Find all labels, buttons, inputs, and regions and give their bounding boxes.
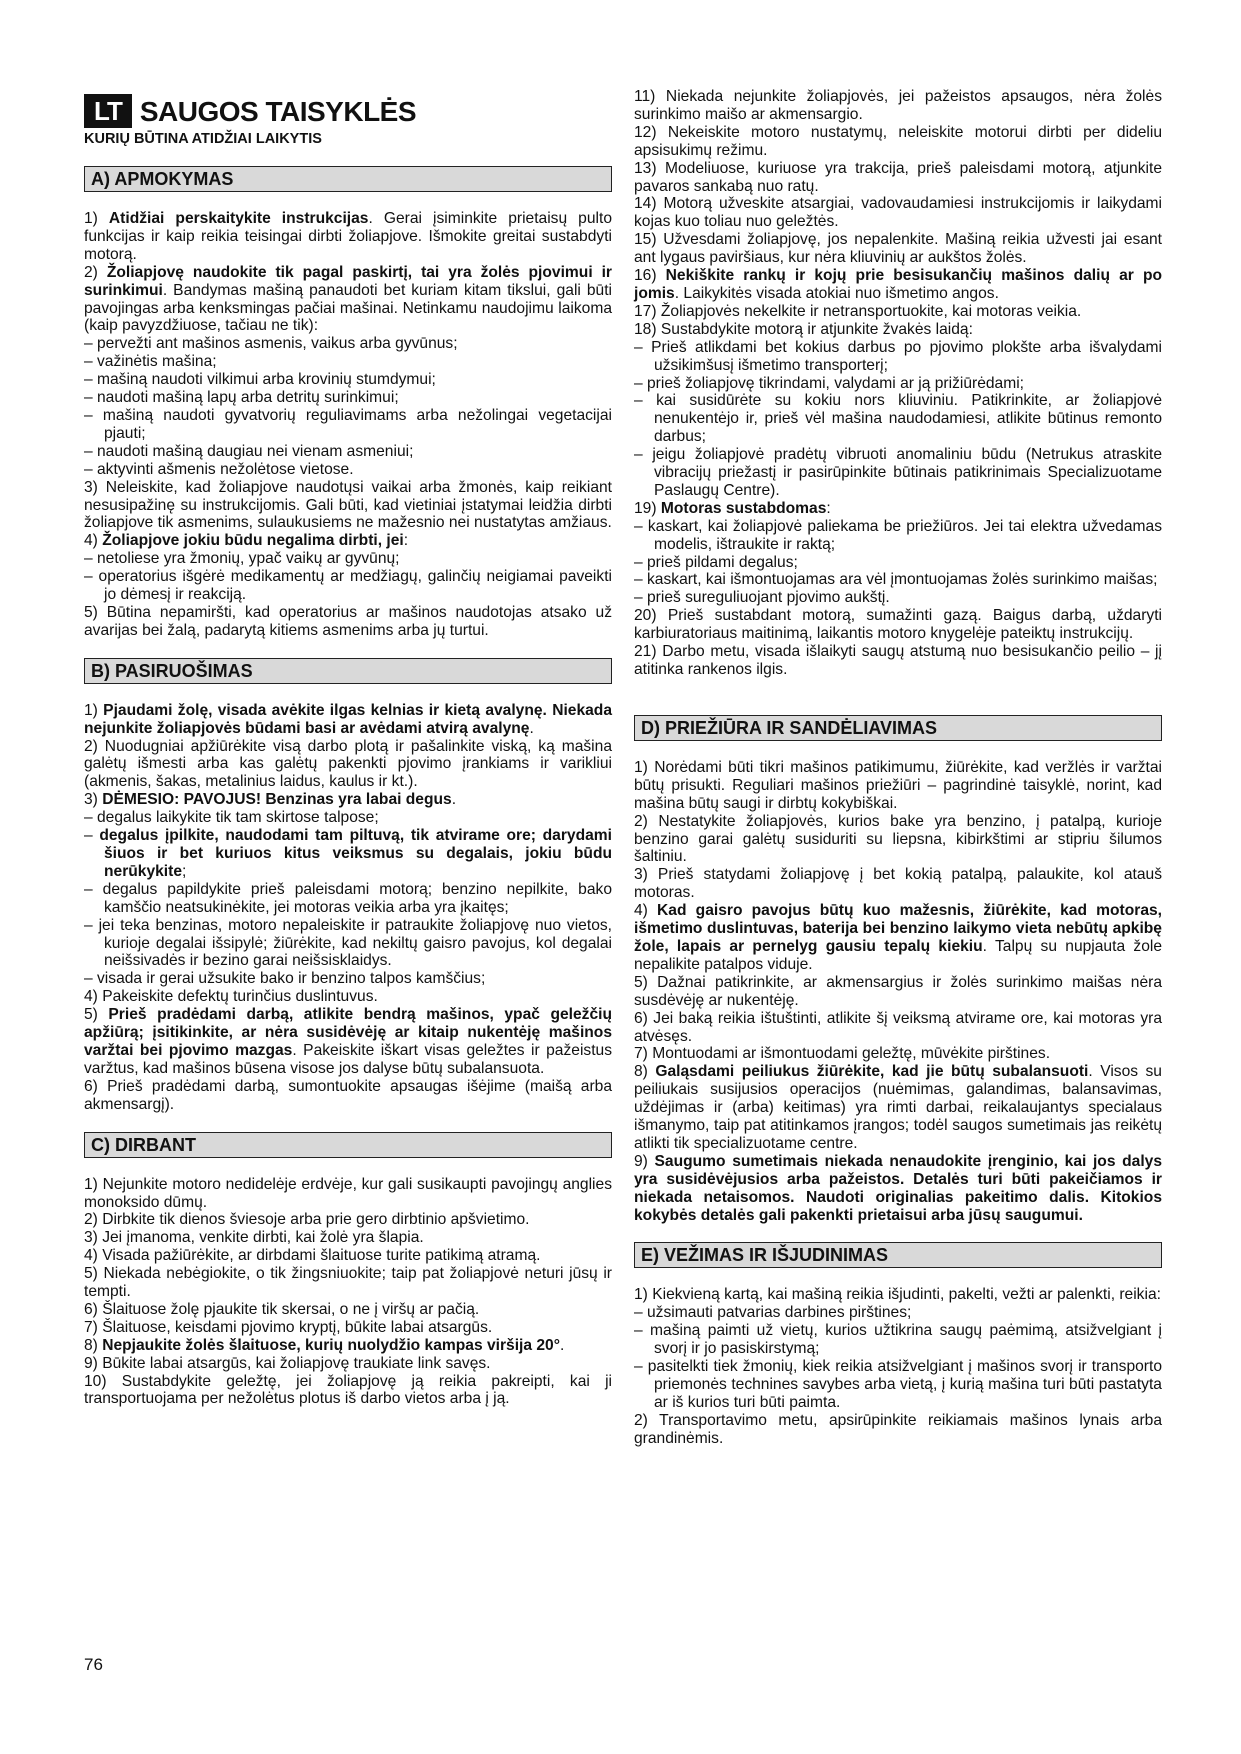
paragraph: 12) Nekeiskite motoro nustatymų, neleiskite motorui dirbti per dideliu apsisukimų režimu.: [634, 123, 1162, 159]
paragraph: 9) Saugumo sumetimais niekada nenaudokite įrenginio, kai jos dalys yra susidėvėjusios arba pažeistos. Detalės turi būti pakeičiamos ir niekada netaisomos. Naudoti originalias pakeitimo dalis. Kitokios kokybės detalės gali pakenkti prietaisui arba jūsų saugumui.: [634, 1152, 1163, 1224]
list-item: – kai susidūrėte su kokiu nors kliuviniu. Patikrinkite, ar žoliapjovė nenukentėjo ir, prieš vėl mašina naudodamiesi, atlikite būtinus remonto darbus;: [634, 392, 1162, 446]
language-badge: LT: [84, 94, 132, 128]
title-row: [84, 88, 612, 128]
paragraph: 6) Jei baką reikia ištuštinti, atlikite šį veiksmą atvirame ore, kai motoras yra atvėsęs.: [634, 1009, 1162, 1045]
paragraph: 7) Montuodami ar išmontuodami geležtę, mūvėkite pirštines.: [634, 1045, 1051, 1063]
list-item: – užsimauti patvarias darbines pirštines;: [634, 1304, 912, 1322]
section-a-heading: A) APMOKYMAS: [84, 166, 612, 192]
section-e-heading: E) VEŽIMAS IR IŠJUDINIMAS: [634, 1242, 1162, 1268]
list-item: – kaskart, kai žoliapjovė paliekama be priežiūros. Jei tai elektra užvedamas modelis, ištraukite ir raktą;: [634, 517, 1162, 553]
right-column: [634, 88, 1162, 1448]
section-c-body-part2: [634, 88, 1162, 679]
paragraph: 2) Žoliapjovę naudokite tik pagal paskirtį, tai yra žolės pjovimui ir surinkimui. Bandymas mašiną panaudoti bet kuriam kitam tikslui, gali būti pavojingas arba kenksmingas pačiai mašinai. Netinkamu naudojimu laikoma (kaip pavyzdžiuose, tačiau ne tik):: [84, 263, 612, 335]
list-item: – netoliese yra žmonių, ypač vaikų ar gyvūnų;: [84, 550, 400, 568]
paragraph: 17) Žoliapjovės nekelkite ir netransportuokite, kai motoras veikia.: [634, 302, 1082, 320]
page-title: SAUGOS TAISYKLĖS: [139, 96, 417, 127]
paragraph: 5) Prieš pradėdami darbą, atlikite bendrą mašinos, ypač geležčių apžiūrą; įsitikinkite, ar nėra susidėvėję ar kitaip nukentėję mašinos varžtai bei pjovimo mazgas. Pakeiskite iškart visas geležtes ir pažeistus varžtus, kad mašinos būsena visose jos dalyse būtų subalansuota.: [84, 1006, 613, 1077]
list-item: – važinėtis mašina;: [84, 353, 217, 371]
list-item: – aktyvinti ašmenis nežolėtose vietose.: [84, 460, 354, 478]
section-a-body: [84, 210, 612, 640]
paragraph: 2) Dirbkite tik dienos šviesoje arba prie gero dirbtinio apšvietimo.: [84, 1211, 530, 1229]
paragraph: 4) Kad gaisro pavojus būtų kuo mažesnis, žiūrėkite, kad motoras, išmetimo duslintuvas, baterija bei benzino laikymo vieta nebūtų apkibę žole, lapais ar pernelyg gausiu tepalų kiekiu. Talpų su nupjauta žole nepalikite patalpos viduje.: [634, 902, 1162, 973]
list-item: – degalus papildykite prieš paleisdami motorą; benzino nepilkite, bako kamščio neatsukinėkite, jei motoras veikia arba yra įkaitęs;: [84, 880, 612, 916]
list-item: – kaskart, kai išmontuojamas ara vėl įmontuojamas žolės surinkimo maišas;: [634, 571, 1158, 589]
paragraph: 4) Žoliapjove jokiu būdu negalima dirbti, jei:: [84, 532, 409, 550]
paragraph: 15) Užvesdami žoliapjovę, jos nepalenkite. Mašiną reikia užvesti jai esant ant lygaus paviršiaus, kur nėra kliuvinių ar aukštos žolės.: [634, 231, 1162, 267]
paragraph: 3) DĖMESIO: PAVOJUS! Benzinas yra labai degus.: [84, 791, 457, 809]
list-item: – naudoti mašiną daugiau nei vienam asmeniui;: [84, 442, 414, 460]
paragraph: 1) Atidžiai perskaitykite instrukcijas. Gerai įsiminkite prietaisų pulto funkcijas ir kaip reikia teisingai dirbti žoliapjove. Išmokite greitai sustabdyti motorą.: [84, 210, 613, 263]
paragraph: 1) Pjaudami žolę, visada avėkite ilgas kelnias ir kietą avalynę. Niekada nejunkite žoliapjovės būdami basi ar avėdami atvirą avalynę.: [84, 701, 612, 737]
list-item: – degalus laikykite tik tam skirtose talpose;: [84, 809, 379, 827]
paragraph: 5) Niekada nebėgiokite, o tik žingsniuokite; taip pat žoliapjovė neturi jūsų ir tempti.: [84, 1265, 612, 1301]
paragraph: 14) Motorą užveskite atsargiai, vadovaudamiesi instrukcijomis ir laikydami kojas kuo toliau nuo geležtės.: [634, 195, 1162, 231]
paragraph: 4) Visada pažiūrėkite, ar dirbdami šlaituose turite patikimą atramą.: [84, 1247, 541, 1265]
paragraph: 8) Galąsdami peiliukus žiūrėkite, kad jie būtų subalansuoti. Visos su peiliukais susijusios operacijos (nuėmimas, galandimas, balansavimas, uždėjimas ir (arba) keitimas) yra rimti darbai, reikalaujantys specialaus išmanymo, taip pat atitinkamos įrangos; todėl saugos sumetimais jas reikėtų atlikti tik specializuotame centre.: [634, 1063, 1162, 1152]
paragraph: 8) Nepjaukite žolės šlaituose, kurių nuolydžio kampas viršija 20°.: [84, 1336, 565, 1354]
list-item: – degalus įpilkite, naudodami tam piltuvą, tik atvirame ore; darydami šiuos ir bet kuriuos kitus veiksmus su degalais, jokiu būdu nerūkykite;: [84, 827, 612, 880]
paragraph: 9) Būkite labai atsargūs, kai žoliapjovę traukiate link savęs.: [84, 1354, 491, 1372]
paragraph: 10) Sustabdykite geležtę, jei žoliapjovę ją reikia pakreipti, kai ji transportuojama per nežolėtus plotus iš darbo vietos arba į ją.: [84, 1372, 612, 1408]
list-item: – prieš sureguliuojant pjovimo aukštį.: [634, 589, 890, 607]
section-b-heading: B) PASIRUOŠIMAS: [84, 658, 612, 684]
list-item: – prieš žoliapjovę tikrindami, valydami ar ją prižiūrėdami;: [634, 374, 1024, 392]
section-c-heading: C) DIRBANT: [84, 1132, 612, 1158]
paragraph: 19) Motoras sustabdomas:: [634, 499, 831, 517]
paragraph: 5) Būtina nepamiršti, kad operatorius ar mašinos naudotojas atsako už avarijas bei žalą, padarytą kitiems asmenims arba jų turtui.: [84, 603, 612, 639]
paragraph: 21) Darbo metu, visada išlaikyti saugų atstumą nuo besisukančio peilio – jį atitinka rankenos ilgis.: [634, 643, 1162, 678]
section-e-body: [634, 1286, 1162, 1447]
paragraph: 2) Nestatykite žoliapjovės, kurios bake yra benzino, į patalpą, kurioje benzino garai galėtų susiduriti su liepsna, kibirkštimi ar stipriu šilumos šaltiniu.: [634, 812, 1162, 866]
paragraph: 13) Modeliuose, kuriuose yra trakcija, prieš paleisdami motorą, atjunkite pavaros sankabą nuo ratų.: [634, 159, 1162, 195]
paragraph: 5) Dažnai patikrinkite, ar akmensargius ir žolės surinkimo maišas nėra susdėvėję ar nukentėję.: [634, 973, 1162, 1009]
paragraph: 20) Prieš sustabdant motorą, sumažinti gazą. Baigus darbą, uždaryti karbiuratoriaus maitinimą, laikantis motoro knygelėje pateiktų instrukcijų.: [634, 607, 1162, 643]
section-c-body-part1: [84, 1176, 612, 1409]
list-item: – prieš pildami degalus;: [634, 553, 798, 571]
paragraph: 4) Pakeiskite defektų turinčius duslintuvus.: [84, 988, 378, 1006]
paragraph: 3) Neleiskite, kad žoliapjove naudotųsi vaikai arba žmonės, kaip reikiant nesusipažinę su instrukcijomis. Gali būti, kad vietiniai įstatymai leidžia dirbti žoliapjove tik asmenims, sulaukusiems ne mažesnio nei nustatytas amžiaus.: [84, 478, 612, 532]
paragraph: 7) Šlaituose, keisdami pjovimo kryptį, būkite labai atsargūs.: [84, 1318, 493, 1336]
paragraph: 3) Prieš statydami žoliapjovę į bet kokią patalpą, palaukite, kol atauš motoras.: [634, 866, 1162, 902]
section-b-body: [84, 702, 612, 1114]
page-number: 76: [84, 1655, 103, 1674]
paragraph: 6) Prieš pradėdami darbą, sumontuokite apsaugas išėjime (maišą arba akmensargį).: [84, 1077, 612, 1113]
paragraph: 1) Nejunkite motoro nedidelėje erdvėje, kur gali susikaupti pavojingų anglies monoksido dūmų.: [84, 1175, 612, 1211]
paragraph: 1) Kiekvieną kartą, kai mašiną reikia išjudinti, pakelti, vežti ar palenkti, reikia:: [634, 1286, 1161, 1304]
list-item: – naudoti mašiną lapų arba detritų surinkimui;: [84, 389, 399, 407]
list-item: – Prieš atlikdami bet kokius darbus po pjovimo plokšte arba išvalydami užsikimšusį išmetimo transporterį;: [634, 338, 1162, 374]
paragraph: 18) Sustabdykite motorą ir atjunkite žvakės laidą:: [634, 320, 973, 338]
list-item: – operatorius išgėrė medikamentų ar medžiagų, galinčių neigiamai paveikti jo dėmesį ir reakciją.: [84, 568, 612, 604]
list-item: – jeigu žoliapjovė pradėtų vibruoti anomaliniu būdu (Netrukus atraskite vibracijų priežastį ir pasirūpinkite būtinais patikrinimais Specializuotame Paslaugų Centre).: [634, 446, 1162, 499]
paragraph: 6) Šlaituose žolę pjaukite tik skersai, o ne į viršų ar pačią.: [84, 1300, 480, 1318]
list-item: – visada ir gerai užsukite bako ir benzino talpos kamščius;: [84, 970, 486, 988]
list-item: – mašiną paimti už vietų, kurios užtikrina saugų paėmimą, atsižvelgiant į svorį ir jo pasiskirstymą;: [634, 1322, 1162, 1358]
list-item: – jei teka benzinas, motoro nepaleiskite ir patraukite žoliapjovę nuo vietos, kurioje degalai išsipylė; žiūrėkite, kad nekiltų gaisro pavojus, kol degalai neišsivadės ir bezino garai neišsisklaidys.: [84, 916, 612, 970]
list-item: – mašiną naudoti vilkimui arba krovinių stumdymui;: [84, 371, 436, 389]
left-column: [84, 88, 612, 1408]
paragraph: 2) Nuodugniai apžiūrėkite visą darbo plotą ir pašalinkite viską, ką mašina galėtų išmesti arba kas galėtų pakenkti pjovimo įrankiams ir varikliui (akmenis, šakas, metalinius laidus, kaulus ir kt.).: [84, 737, 612, 791]
paragraph: 3) Jei įmanoma, venkite dirbti, kai žolė yra šlapia.: [84, 1229, 424, 1247]
list-item: – pervežti ant mašinos asmenis, vaikus arba gyvūnus;: [84, 335, 458, 353]
paragraph: 16) Nekiškite rankų ir kojų prie besisukančių mašinos dalių ar po jomis. Laikykitės visada atokiai nuo išmetimo angos.: [634, 267, 1162, 302]
paragraph: 2) Transportavimo metu, apsirūpinkite reikiamais mašinos lynais arba grandinėmis.: [634, 1411, 1162, 1447]
list-item: – mašiną naudoti gyvatvorių reguliavimams arba nežolingai vegetacijai pjauti;: [84, 406, 612, 442]
section-d-heading: D) PRIEŽIŪRA IR SANDĖLIAVIMAS: [634, 715, 1162, 741]
page-subtitle: KURIŲ BŪTINA ATIDŽIAI LAIKYTIS: [84, 131, 322, 147]
paragraph: 1) Norėdami būti tikri mašinos patikimumu, žiūrėkite, kad veržlės ir varžtai būtų prisukti. Reguliari mašinos priežiūri – pagrindinė taisyklė, norint, kad mašina būtų saugi ir dirbtų kokybiškai.: [634, 758, 1162, 812]
list-item: – pasitelkti tiek žmonių, kiek reikia atsižvelgiant į mašinos svorį ir transporto priemonės technines savybes arba vietą, į kurią mašina turi būti pastatyta ar iš kurios turi būti paimta.: [634, 1358, 1162, 1411]
paragraph: 11) Niekada nejunkite žoliapjovės, jei pažeistos apsaugos, nėra žolės surinkimo maišo ar akmensargio.: [634, 88, 1162, 123]
section-d-body: [634, 759, 1162, 1225]
